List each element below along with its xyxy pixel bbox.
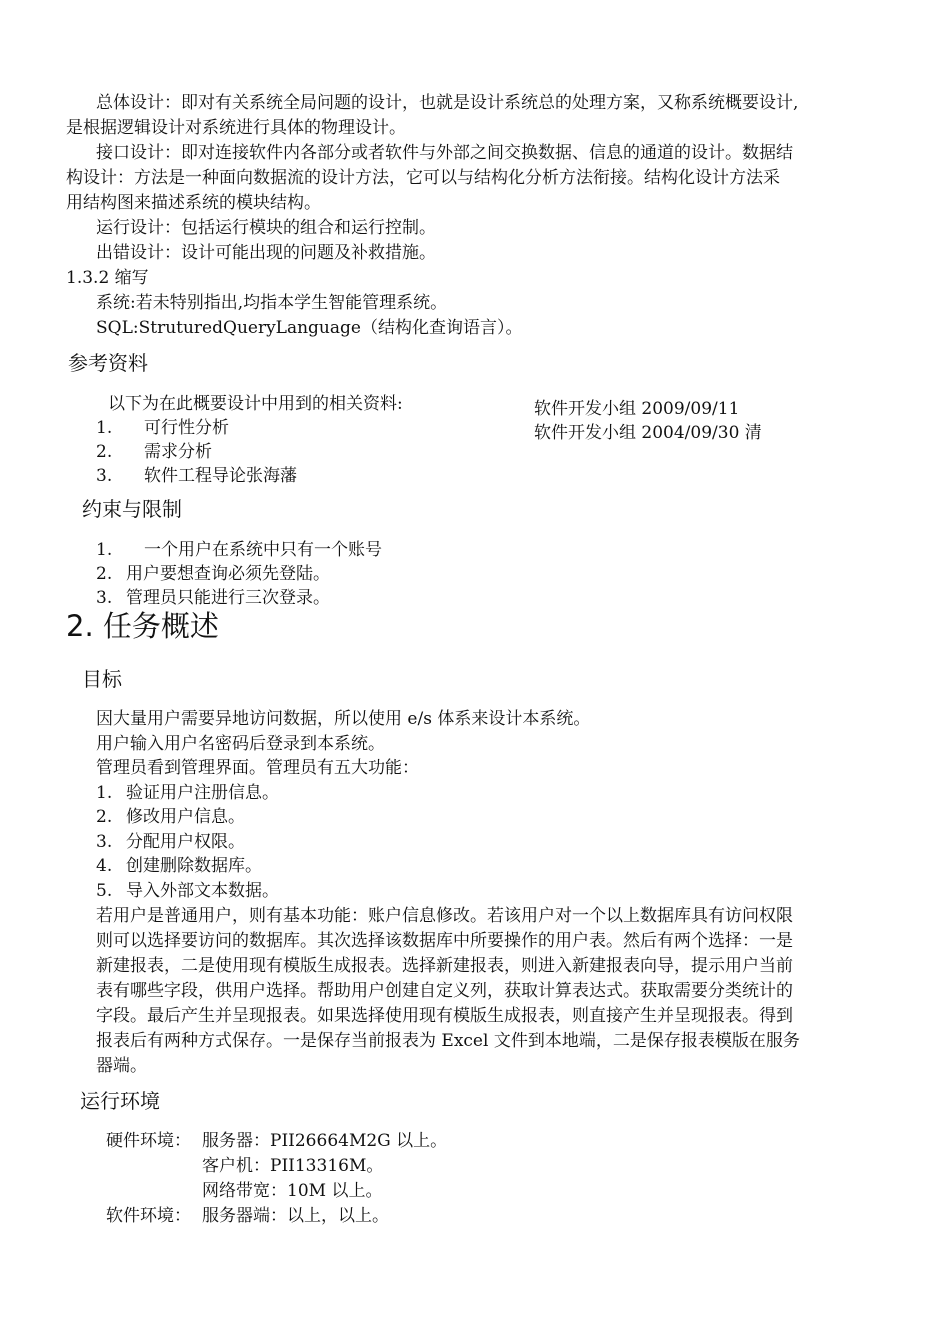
function-item: 创建删除数据库。 bbox=[126, 856, 262, 876]
function-item: 分配用户权限。 bbox=[126, 832, 245, 852]
user-paragraph-line: 器端。 bbox=[96, 1056, 147, 1076]
constraint-item-num: 3. bbox=[96, 588, 113, 608]
function-item-num: 2. bbox=[96, 807, 113, 827]
user-paragraph-line: 字段。最后产生并呈现报表。如果选择使用现有模版生成报表，则直接产生并呈现报表。得到 bbox=[96, 1006, 793, 1026]
references-heading: 参考资料 bbox=[68, 351, 148, 375]
abbrev-heading: 1.3.2 缩写 bbox=[66, 268, 149, 288]
overall-design-line-2: 是根据逻辑设计对系统进行具体的物理设计。 bbox=[66, 118, 406, 138]
user-paragraph-line: 表有哪些字段，供用户选择。帮助用户创建自定义列，获取计算表达式。获取需要分类统计的 bbox=[96, 981, 793, 1001]
interface-design-line-3: 用结构图来描述系统的模块结构。 bbox=[66, 193, 321, 213]
hardware-server: 服务器：PII26664M2G 以上。 bbox=[202, 1131, 448, 1151]
goal-line-2: 用户输入用户名密码后登录到本系统。 bbox=[96, 734, 385, 754]
user-paragraph-line: 新建报表，二是使用现有模版生成报表。选择新建报表，则进入新建报表向导，提示用户当前 bbox=[96, 956, 793, 976]
abbrev-item-sql: SQL:StruturedQueryLanguage（结构化查询语言）。 bbox=[96, 318, 523, 338]
hardware-label: 硬件环境： bbox=[106, 1131, 191, 1151]
software-label: 软件环境： bbox=[106, 1206, 191, 1226]
function-item: 导入外部文本数据。 bbox=[126, 881, 279, 901]
reference-item: 软件工程导论张海藩 bbox=[144, 466, 297, 486]
interface-design-line-2: 构设计：方法是一种面向数据流的设计方法，它可以与结构化分析方法衔接。结构化设计方法采 bbox=[66, 168, 780, 188]
constraint-item-num: 2. bbox=[96, 564, 113, 584]
reference-item-num: 2. bbox=[96, 442, 113, 462]
run-design-line: 运行设计：包括运行模块的组合和运行控制。 bbox=[96, 218, 436, 238]
references-intro: 以下为在此概要设计中用到的相关资料: bbox=[108, 394, 403, 414]
reference-item-num: 1. bbox=[96, 418, 113, 438]
reference-item: 需求分析 bbox=[144, 442, 212, 462]
goal-heading: 目标 bbox=[82, 667, 122, 691]
user-paragraph-line: 若用户是普通用户，则有基本功能：账户信息修改。若该用户对一个以上数据库具有访问权限 bbox=[96, 906, 793, 926]
software-server: 服务器端：以上，以上。 bbox=[202, 1206, 389, 1226]
constraints-heading: 约束与限制 bbox=[82, 497, 182, 521]
user-paragraph-line: 则可以选择要访问的数据库。其次选择该数据库中所要操作的用户表。然后有两个选择：一是 bbox=[96, 931, 793, 951]
function-item: 验证用户注册信息。 bbox=[126, 783, 279, 803]
function-item: 修改用户信息。 bbox=[126, 807, 245, 827]
hardware-client: 客户机：PII13316M。 bbox=[202, 1156, 384, 1176]
goal-line-1: 因大量用户需要异地访问数据，所以使用 e/s 体系来设计本系统。 bbox=[96, 709, 591, 729]
interface-design-line-1: 接口设计：即对连接软件内各部分或者软件与外部之间交换数据、信息的通道的设计。数据结 bbox=[96, 143, 793, 163]
function-item-num: 3. bbox=[96, 832, 113, 852]
constraint-item: 一个用户在系统中只有一个账号 bbox=[144, 540, 382, 560]
abbrev-item-system: 系统:若未特别指出,均指本学生智能管理系统。 bbox=[96, 293, 448, 313]
constraint-item-num: 1. bbox=[96, 540, 113, 560]
function-item-num: 4. bbox=[96, 856, 113, 876]
reference-source-2: 软件开发小组 2004/09/30 清 bbox=[534, 423, 762, 443]
overall-design-line-1: 总体设计：即对有关系统全局问题的设计，也就是设计系统总的处理方案，又称系统概要设计, bbox=[96, 93, 799, 113]
function-item-num: 5. bbox=[96, 881, 113, 901]
error-design-line: 出错设计：设计可能出现的问题及补救措施。 bbox=[96, 243, 436, 263]
goal-line-3: 管理员看到管理界面。管理员有五大功能： bbox=[96, 758, 419, 778]
function-item-num: 1. bbox=[96, 783, 113, 803]
hardware-network: 网络带宽：10M 以上。 bbox=[202, 1181, 383, 1201]
constraint-item: 用户要想查询必须先登陆。 bbox=[126, 564, 330, 584]
reference-source-1: 软件开发小组 2009/09/11 bbox=[534, 399, 740, 419]
reference-item: 可行性分析 bbox=[144, 418, 229, 438]
section-2-heading: 2. 任务概述 bbox=[66, 609, 219, 643]
reference-item-num: 3. bbox=[96, 466, 113, 486]
constraint-item: 管理员只能进行三次登录。 bbox=[126, 588, 330, 608]
user-paragraph-line: 报表后有两种方式保存。一是保存当前报表为 Excel 文件到本地端，二是保存报表模版在服务 bbox=[96, 1031, 800, 1051]
env-heading: 运行环境 bbox=[80, 1089, 160, 1113]
